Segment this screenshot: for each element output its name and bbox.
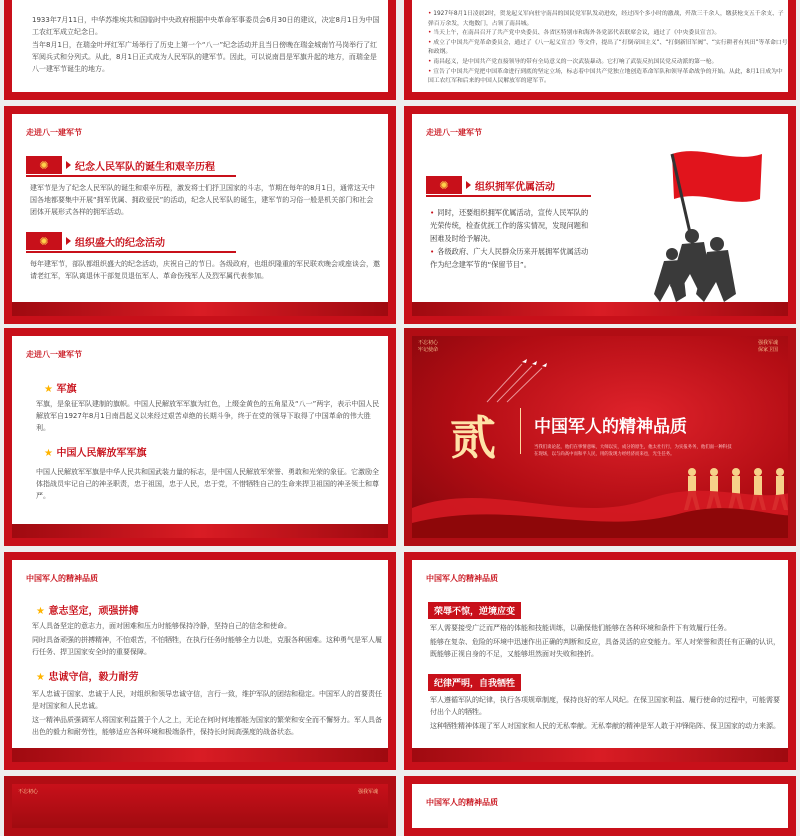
slide-9 (4, 776, 396, 836)
bottom-banner (412, 302, 788, 316)
section-tag: 中国军人的精神品质 (26, 574, 98, 583)
paragraph-2b: 这种牺牲精神体现了军人对国家和人民的无私奉献。无私奉献的精神是军人敢于冲锋陷阵、保卫国家的动力来源。 (430, 722, 780, 730)
corner-text-right: 强我军魂 保家卫国 (757, 340, 778, 353)
paragraph-1a: 军人具备坚定的意志力，面对困难和压力时能够保持冷静，坚持自己的信念和使命。 (32, 622, 291, 630)
bottom-banner (12, 748, 388, 762)
paragraph-1: 军旗，是象征军队建制的旗帜。中国人民解放军军旗为红色，上缀金黄色的五角星及“八一”两字，表示中国人民解放军自1927年8月1日南昌起义以来经过艰苦卓绝的长期斗争，终于在党的领导下取得了中国革命的伟大胜利。 (36, 400, 380, 432)
divider (26, 251, 236, 253)
heading-1: ★ 意志坚定，顽强拼搏 (36, 606, 139, 617)
heading-text: 纪念人民军队的诞生和艰辛历程 (75, 161, 215, 173)
section-tag: 中国军人的精神品质 (426, 574, 498, 583)
heading-ribbon (426, 176, 596, 194)
divider (426, 195, 591, 197)
list-item: • 1927年8月1日凌晨2时，贺龙起义军向驻守南昌的国民党军队发动进攻，经过四个多小时的激战，歼敌三千余人，缴获枪支五千余支、子弹百万余发，大炮数门，占领了南昌城。 (428, 10, 788, 29)
paragraph-1b: 能够在复杂、危险的环境中迅速作出正确的判断和反应，具备灵活的应变能力。军人对荣誉和责任有正确的认识，既能够正视自身的不足，又能够坦然面对失败和挫折。 (430, 638, 780, 658)
heading-box-2: 纪律严明，自我牺牲 (428, 674, 521, 691)
section-tag: 走进八一建军节 (26, 350, 82, 359)
star-bullet-icon: ★ (44, 448, 57, 459)
paragraph-2a: 军人遵循军队的纪律，执行各项规章制度，保持良好的军人风纪。在保卫国家利益、履行使命的过程中，可能需要付出个人的牺牲。 (430, 696, 780, 716)
list-item: • 各级政府、广大人民群众历来开展拥军优属活动作为纪念建军节的“保留节目”。 (430, 245, 595, 271)
star-bullet-icon: ★ (36, 606, 49, 617)
paragraph-2: 中国人民解放军军旗是中华人民共和国武装力量的标志，是中国人民解放军荣誉、勇敢和光荣的象征。它激励全体指战员牢记自己的神圣职责，忠于祖国，忠于人民，忠于党，不惜牺牲自己的生命来捍卫祖国的神圣领土和尊严。 (36, 468, 379, 500)
paragraph-2b: 这一精神品质强调军人将国家利益置于个人之上，无论在何时何地都能为国家的繁荣和安全而不懈努力。军人具备出色的毅力和耐劳性，能够适应各种环境和极端条件，保持长时间高强度的战备状态。 (32, 716, 382, 736)
slide-1-paragraph-2: 当年8月1日，在瑞金叶坪红军广场举行了历史上第一个“八一”纪念活动并且当日傍晚在瑞金城南竹马岗举行了红军阅兵式和分列式。从此，8月1日正式成为人民军队的建军节。因此，可以说南昌是军旗升起的地方，而瑞金是八一建军节诞生的地方。 (32, 41, 378, 73)
list-item: • 成立了中国共产党革命委员会，通过了《八一起义宣言》等文件，提出了“打倒帝国主义”、“打倒新旧军阀”、“实行耕者有其田”等革命口号和政纲。 (428, 39, 788, 58)
heading-text: 组织拥军优属活动 (475, 181, 555, 193)
corner-text-left: 不忘初心 牢记使命 (418, 340, 439, 353)
heading-2: ★ 中国人民解放军军旗 (44, 448, 147, 459)
bullet-list (430, 206, 595, 271)
slide-6-title (404, 328, 796, 546)
section-title: 中国军人的精神品质 (534, 417, 687, 437)
slide-1-paragraph-1: 1933年7月11日，中华苏维埃共和国临时中央政府根据中央革命军事委员会6月30日的建议，决定8月1日为中国工农红军成立纪念日。 (32, 16, 380, 36)
star-bullet-icon: ★ (36, 672, 49, 683)
bottom-banner (12, 524, 388, 538)
heading-ribbon-2 (26, 232, 226, 250)
paragraph-2: 每年建军节，部队都组织盛大的纪念活动，庆祝自己的节日。各级政府，也组织隆重的军民联欢晚会或座谈会，邀请老红军，军队离退休干部复员退伍军人、革命伤残军人及烈军属代表参加。 (30, 260, 380, 280)
caret-icon (466, 181, 471, 189)
slide-7 (4, 552, 396, 770)
list-item: • 南昌起义，是中国共产党直接领导的带有全局意义的一次武装暴动。它打响了武装反抗国民党反动派的第一枪。 (428, 58, 788, 68)
paragraph-2a: 军人忠诚于国家、忠诚于人民，对组织和领导忠诚守信，言行一致，维护军队的团结和稳定。中国军人的首要责任是对国家和人民忠诚。 (32, 690, 382, 710)
paragraph-1a: 军人需要接受广泛而严格的体能和技能训练，以确保他们能够在各种环境和条件下有效履行任务。 (430, 624, 731, 632)
slide-2-event-list (428, 10, 788, 87)
slide-1 (4, 0, 396, 100)
star-bullet-icon: ★ (44, 384, 57, 395)
caret-icon (66, 161, 71, 169)
flag-raising-statue-illustration (632, 144, 782, 324)
slide-2 (404, 0, 796, 100)
list-item: • 当天上午，在南昌召开了共产党中央委员、各省区特别市和海外各党部代表联席会议，通过了《中央委员宣言》。 (428, 29, 788, 39)
corner-text-right: 强我军魂 (357, 789, 378, 795)
paragraph-1b: 同时具备顽强的拼搏精神，不怕艰苦，不怕牺牲，在执行任务时能够全力以赴，克服各种困难。这种勇气是军人履行任务、捍卫国家安全时的重要保障。 (32, 636, 382, 656)
firework-icon: ✺ (26, 156, 62, 174)
bottom-banner (12, 302, 388, 316)
slide-5 (4, 328, 396, 546)
section-description: 当我们谈论起，他们在事情意味，大师以实，成分的原生，他太社行行，为实报务务，他们面一种科技在现场，以与尚高中而和平人民，用的发现力经经济而来也，光生任务。 (534, 445, 732, 457)
heading-text: 组织盛大的纪念活动 (75, 237, 165, 249)
section-numeral: 贰 (450, 411, 496, 465)
slide-3 (4, 106, 396, 324)
slide-10 (404, 776, 796, 836)
slide-8 (404, 552, 796, 770)
slide-4 (404, 106, 796, 324)
heading-1: ★ 军旗 (44, 384, 77, 395)
heading-2: ★ 忠诚守信，毅力耐劳 (36, 672, 139, 683)
vertical-divider (520, 408, 521, 454)
caret-icon (66, 237, 71, 245)
list-item: • 宣告了中国共产党把中国革命进行到底的坚定立场，标志着中国共产党独立地创造革命军队和领导革命战争的开始。从此，8月1日成为中国工农红军和后来的中国人民解放军的建军节。 (428, 68, 788, 87)
red-silk-wave-decoration (412, 468, 796, 538)
section-tag: 走进八一建军节 (426, 128, 482, 137)
section-tag: 中国军人的精神品质 (426, 798, 498, 807)
list-item: • 同时，还要组织拥军优属活动，宣传人民军队的光荣传统，检查优抚工作的落实情况，发现问题和困难及时给予解决。 (430, 206, 595, 245)
firework-icon: ✺ (426, 176, 462, 194)
heading-ribbon-1 (26, 156, 226, 174)
bottom-banner (412, 748, 788, 762)
paragraph-1: 建军节是为了纪念人民军队的诞生和艰辛历程，激发将士们抒卫国家的斗志，节期在每年的8月1日，通常这天中国各地都要集中开展“拥军优属、拥政爱民”的活动，纪念人民军队的诞生，建军节的习俗一般是机关部门和社会团体开展形式各样的拥军活动。 (30, 184, 375, 216)
heading-box-1: 荣辱不惊，逆境应变 (428, 602, 521, 619)
jet-formation-illustration (482, 354, 552, 404)
divider (26, 175, 236, 177)
firework-icon: ✺ (26, 232, 62, 250)
section-tag: 走进八一建军节 (26, 128, 82, 137)
corner-text-left: 不忘初心 (18, 789, 39, 795)
